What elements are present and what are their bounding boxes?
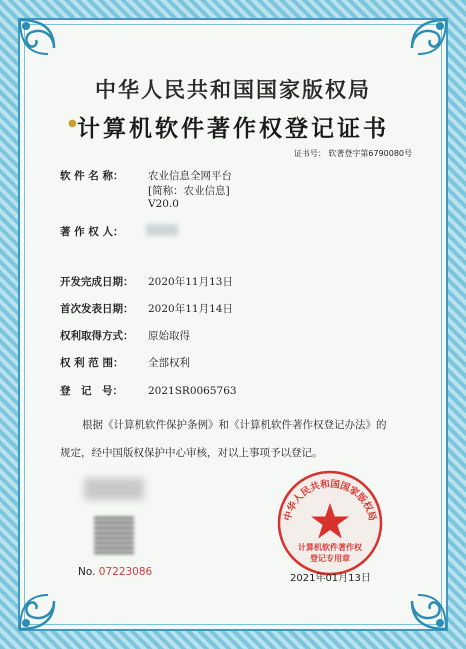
scope-row: [60, 355, 190, 370]
software-short-name: [简称：农业信息]: [148, 185, 230, 197]
scope-label: 权 利 范 围：: [60, 357, 124, 369]
software-name-label: 软 件 名 称：: [60, 170, 124, 182]
redacted-owner: [146, 224, 178, 236]
statement-line-2: 规定，经中国版权保护中心审核，对以上事项予以登记。: [60, 447, 323, 459]
reg-label: 登 记 号：: [60, 385, 123, 397]
dev-date-row: [60, 274, 233, 289]
certificate-title: 计算机软件著作权登记证书: [77, 115, 389, 142]
software-version: V20.0: [148, 198, 179, 210]
statement-line-1: 根据《计算机软件保护条例》和《计算机软件著作权登记办法》的: [82, 419, 387, 431]
owner-row: [60, 224, 148, 239]
serial-value: 07223086: [98, 566, 153, 578]
issue-date: 2021年01月13日: [290, 573, 371, 584]
reg-row: [60, 383, 237, 398]
software-name-value: 农业信息全网平台: [148, 170, 232, 182]
pub-date-row: [60, 301, 233, 316]
dev-date-label: 开发完成日期：: [60, 276, 134, 288]
redacted-text: [84, 478, 144, 500]
dot-icon: ●: [68, 118, 77, 129]
software-name-row: [60, 168, 232, 183]
scope-value: 全部权利: [148, 357, 190, 369]
official-seal-icon: [276, 469, 384, 577]
qr-code-icon: [94, 516, 134, 554]
owner-label: 著 作 权 人：: [60, 226, 124, 238]
acquire-row: [60, 328, 190, 343]
corner-ornament-icon: [382, 565, 452, 635]
svg-text:中华人民共和国国家版权局: 中华人民共和国国家版权局: [282, 478, 378, 523]
corner-ornament-icon: [14, 565, 84, 635]
issuer-title: 中华人民共和国国家版权局: [95, 77, 371, 102]
serial-prefix: No.: [78, 566, 96, 578]
pub-date-value: 2020年11月14日: [148, 303, 233, 315]
dev-date-value: 2020年11月13日: [148, 276, 233, 288]
certificate-number: 证书号： 软著登字第6790080号: [293, 149, 412, 158]
serial-number: [78, 566, 152, 578]
reg-value: 2021SR0065763: [148, 385, 237, 397]
acquire-value: 原始取得: [148, 330, 190, 342]
svg-text:计算机软件著作权: 计算机软件著作权: [298, 543, 362, 552]
svg-text:登记专用章: 登记专用章: [310, 554, 350, 563]
acquire-label: 权利取得方式：: [60, 330, 134, 342]
pub-date-label: 首次发表日期：: [60, 303, 134, 315]
